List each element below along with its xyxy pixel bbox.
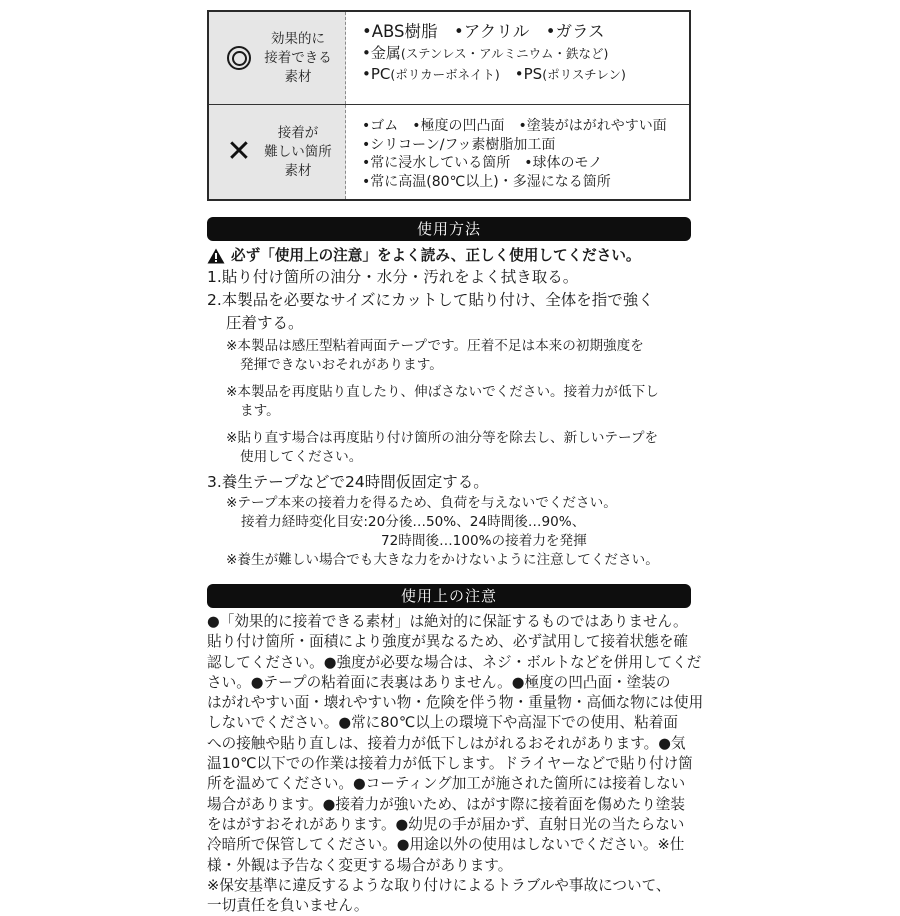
suitable-materials-header (209, 12, 346, 104)
caution-line: をはがすおそれがあります。●幼児の手が届かず、直射日光の当たらない (207, 815, 685, 833)
warning-icon (207, 248, 225, 264)
cautions-text (207, 612, 704, 916)
note-5-cont: 72時間後…100%の接着力を発揮 (381, 533, 587, 549)
caution-line: しないでください。●常に80℃以上の環境下や高湿下での使用、粘着面 (207, 714, 678, 732)
caution-line: 認してください。●強度が必要な場合は、ネジ・ボルトなどを併用してくだ (207, 653, 702, 671)
suitable-materials-row (209, 12, 689, 104)
caution-line: 所を温めてください。●コーティング加工が施された箇所には接着しない (207, 775, 686, 793)
material-line: •金属(ステンレス・アルミニウム・鉄など) (362, 44, 609, 62)
double-circle-icon (227, 46, 251, 70)
step-2-cont: 圧着する。 (226, 314, 304, 332)
caution-line: さい。●テープの粘着面に表裏はありません。●極度の凹凸面・塗装の (207, 673, 671, 691)
material-line: •常に浸水している箇所 •球体のモノ (362, 155, 603, 171)
material-line: •PC(ポリカーボネイト) •PS(ポリスチレン) (362, 65, 626, 83)
usage-warning: 必ず「使用上の注意」をよく読み、正しく使用してください。 (207, 245, 693, 266)
suitable-materials-list (346, 12, 689, 104)
caution-line: 温10℃以下での作業は接着力が低下します。ドライヤーなどで貼り付け箇 (207, 755, 693, 773)
note-4: ※テープ本来の接着力を得るため、負荷を与えないでください。 (226, 495, 617, 511)
usage-section-header: 使用方法 (207, 217, 691, 241)
material-line: •ABS樹脂 •アクリル •ガラス (362, 22, 605, 41)
caution-line: 冷暗所で保管してください。●用途以外の使用はしないでください。※仕 (207, 836, 685, 854)
step-1: 1.貼り付け箇所の油分・水分・汚れをよく拭き取る。 (207, 268, 579, 286)
material-line: •シリコーン/フッ素樹脂加工面 (362, 136, 556, 153)
materials-table (207, 10, 691, 201)
caution-line: 一切責任を負いません。 (207, 897, 369, 915)
note-2-cont: ます。 (240, 403, 280, 419)
unsuitable-materials-label: 接着が 難しい箇所 素材 (264, 124, 332, 179)
step-2: 2.本製品を必要なサイズにカットして貼り付け、全体を指で強く (207, 291, 654, 309)
material-line: •ゴム •極度の凹凸面 •塗装がはがれやすい面 (362, 118, 667, 134)
unsuitable-materials-header (209, 105, 346, 199)
step-3: 3.養生テープなどで24時間仮固定する。 (207, 473, 489, 491)
note-1-cont: 発揮できないおそれがあります。 (240, 357, 443, 373)
cross-icon: ✕ (226, 134, 252, 169)
caution-line: はがれやすい面・壊れやすい物・危険を伴う物・重量物・高価な物には使用 (207, 694, 704, 712)
note-2: ※本製品を再度貼り直したり、伸ばさないでください。接着力が低下し (226, 384, 659, 400)
note-1: ※本製品は感圧型粘着両面テープです。圧着不足は本来の初期強度を (226, 338, 644, 354)
caution-line: ※保安基準に違反するような取り付けによるトラブルや事故について、 (207, 876, 671, 894)
cautions-section-header: 使用上の注意 (207, 584, 691, 608)
unsuitable-materials-list (346, 105, 689, 199)
material-line: •常に高温(80℃以上)・多湿になる箇所 (362, 173, 611, 190)
instruction-sheet (207, 10, 704, 916)
caution-line: への接触や貼り直しは、接着力が低下しはがれるおそれがあります。●気 (207, 734, 686, 752)
note-6: ※養生が難しい場合でも大きな力をかけないように注意してください。 (226, 552, 659, 568)
caution-line: 様・外観は予告なく変更する場合があります。 (207, 856, 513, 874)
caution-line: 場合があります。●接着力が強いため、はがす際に接着面を傷めたり塗装 (207, 795, 685, 813)
unsuitable-materials-row (209, 104, 689, 199)
note-5: 接着力経時変化目安:20分後…50%、24時間後…90%、 (241, 514, 586, 530)
caution-line: ●「効果的に接着できる素材」は絶対的に保証するものではありません。 (207, 613, 688, 630)
note-3-cont: 使用してください。 (240, 449, 363, 465)
suitable-materials-label: 効果的に 接着できる 素材 (264, 30, 332, 85)
caution-line: 貼り付け箇所・面積により強度が異なるため、必ず試用して接着状態を確 (207, 633, 689, 651)
note-3: ※貼り直す場合は再度貼り付け箇所の油分等を除去し、新しいテープを (226, 430, 659, 446)
